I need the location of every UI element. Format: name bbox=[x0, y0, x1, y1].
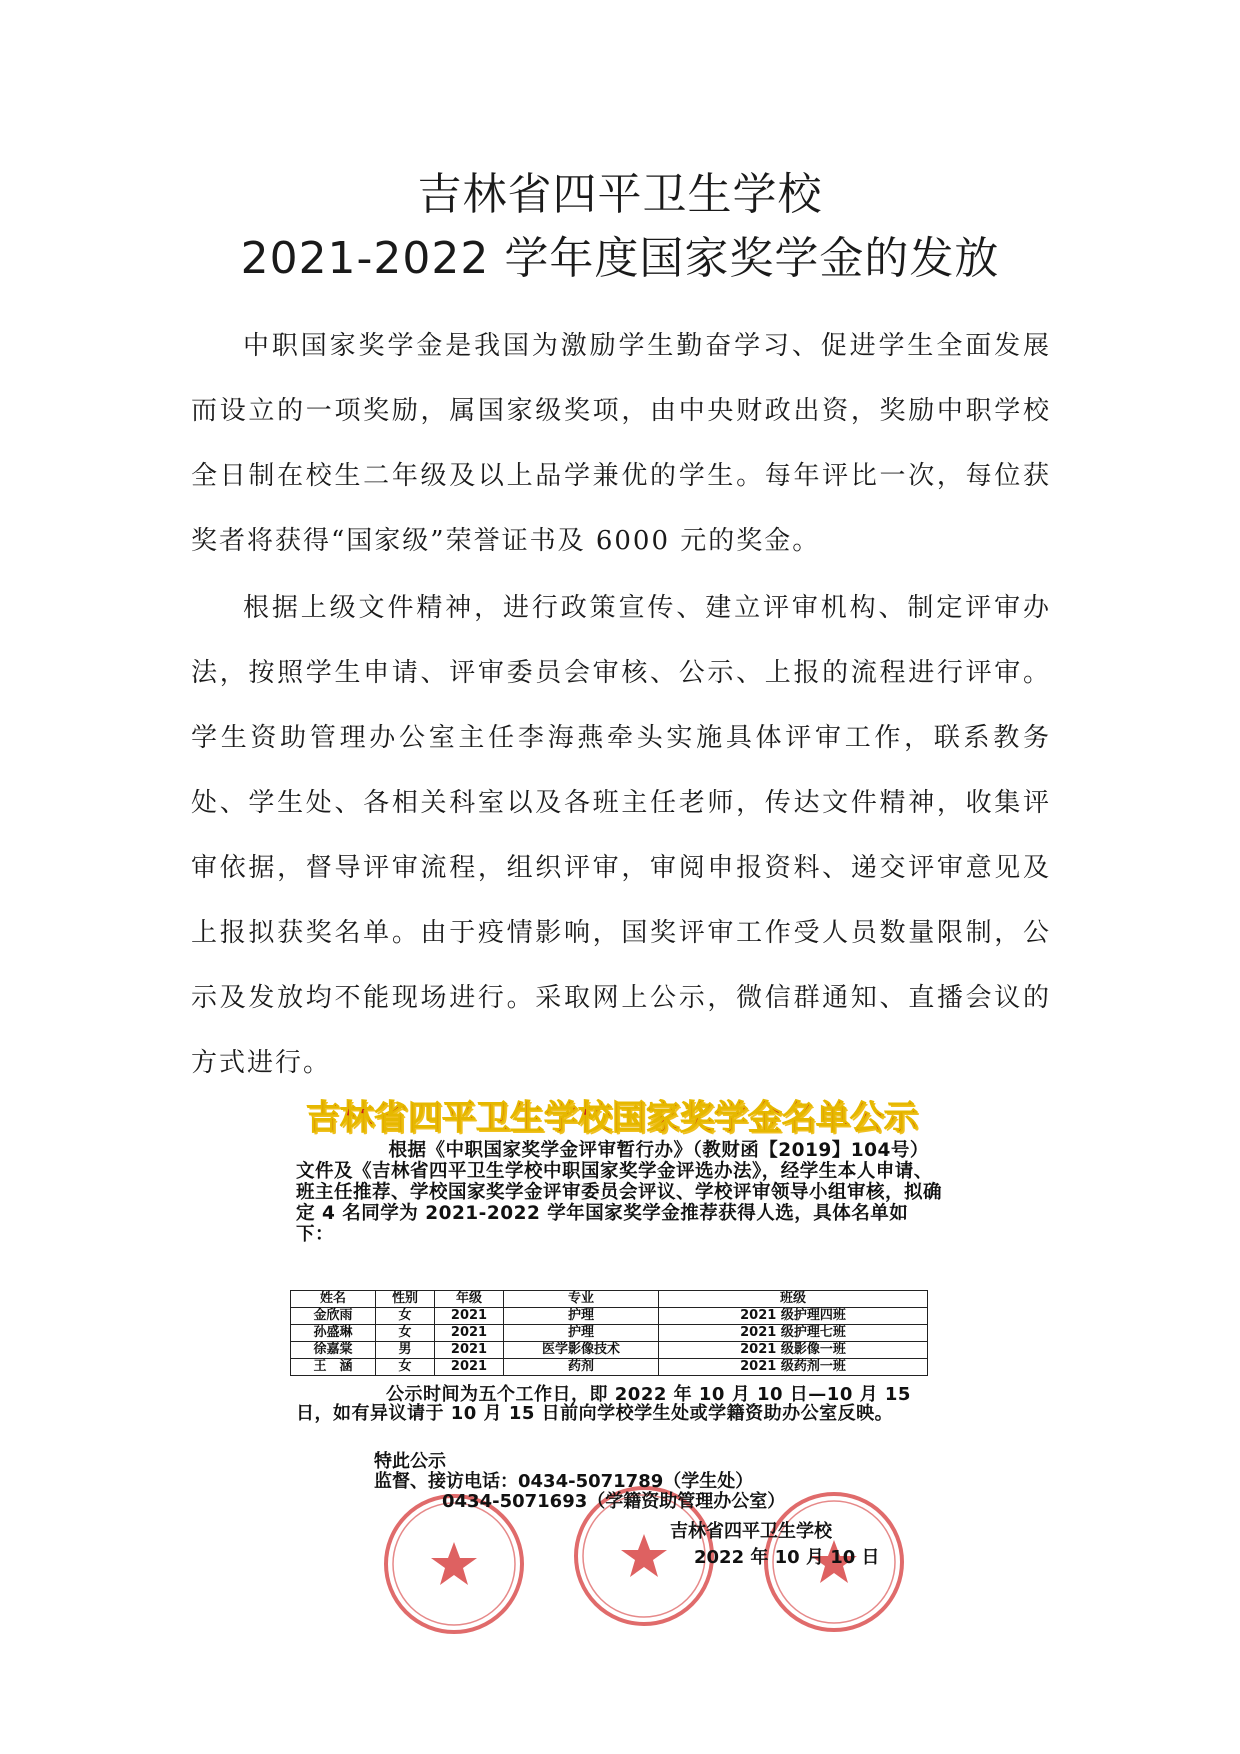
table-row bbox=[291, 1359, 928, 1376]
notice-title: 吉林省四平卫生学校国家奖学金名单公示 bbox=[306, 1098, 918, 1138]
cell-name: 金欣雨 bbox=[291, 1308, 376, 1325]
table-row bbox=[291, 1342, 928, 1359]
cell-class: 2021 级护理四班 bbox=[659, 1308, 928, 1325]
cell-class: 2021 级护理七班 bbox=[659, 1325, 928, 1342]
cell-major: 医学影像技术 bbox=[504, 1342, 659, 1359]
header-class: 班级 bbox=[659, 1291, 928, 1308]
paragraph-2-text: 根据上级文件精神，进行政策宣传、建立评审机构、制定评审办法，按照学生申请、评审委员会审核、公示、上报的流程进行评审。学生资助管理办公室主任李海燕牵头实施具体评审工作，联系教务处、学生处、各相关科室以及各班主任老师，传达文件精神，收集评审依据，督导评审流程，组织评审，审阅申报资料、递交评审意见及上报拟获奖名单。由于疫情影响，国奖评审工作受人员数量限制，公示及发放均不能现场进行。采取网上公示，微信群通知、直播会议的方式进行。 bbox=[191, 593, 1051, 1078]
notice-period: 公示时间为五个工作日，即 2022 年 10 月 10 日—10 月 15 日，如有异议请于 10 月 15 日前向学校学生处或学籍资助办公室反映。 bbox=[296, 1384, 911, 1424]
cell-grade: 2021 bbox=[435, 1308, 504, 1325]
cell-gender: 女 bbox=[376, 1308, 435, 1325]
table-header-row bbox=[291, 1291, 928, 1308]
scholarship-notice-image bbox=[262, 1090, 962, 1600]
cell-major: 药剂 bbox=[504, 1359, 659, 1376]
red-seal-student-office bbox=[380, 1490, 528, 1638]
header-gender: 性别 bbox=[376, 1291, 435, 1308]
document-title-line1: 吉林省四平卫生学校 bbox=[417, 169, 823, 220]
cell-grade: 2021 bbox=[435, 1342, 504, 1359]
cell-class: 2021 级影像一班 bbox=[659, 1342, 928, 1359]
paragraph-1-text: 中职国家奖学金是我国为激励学生勤奋学习、促进学生全面发展而设立的一项奖励，属国家级奖项，由中央财政出资，奖励中职学校全日制在校生二年级及以上品学兼优的学生。每年评比一次，每位获奖者将获得“国家级”荣誉证书及 6000 元的奖金。 bbox=[191, 331, 1051, 556]
paragraph-1 bbox=[191, 314, 1051, 574]
cell-name: 孙盛琳 bbox=[291, 1325, 376, 1342]
notice-special: 特此公示 bbox=[374, 1451, 446, 1472]
cell-major: 护理 bbox=[504, 1325, 659, 1342]
cell-gender: 女 bbox=[376, 1359, 435, 1376]
notice-date: 2022 年 10 月 10 日 bbox=[694, 1547, 880, 1568]
cell-major: 护理 bbox=[504, 1308, 659, 1325]
notice-phone-2: 0434-5071693（学籍资助管理办公室） bbox=[442, 1491, 786, 1512]
table-row bbox=[291, 1325, 928, 1342]
cell-grade: 2021 bbox=[435, 1359, 504, 1376]
notice-phone-1: 监督、接访电话：0434-5071789（学生处） bbox=[374, 1471, 754, 1492]
cell-gender: 男 bbox=[376, 1342, 435, 1359]
document-title-line2: 2021-2022 学年度国家奖学金的发放 bbox=[240, 233, 1000, 284]
cell-name: 王 涵 bbox=[291, 1359, 376, 1376]
cell-grade: 2021 bbox=[435, 1325, 504, 1342]
paragraph-2 bbox=[191, 576, 1051, 1096]
header-grade: 年级 bbox=[435, 1291, 504, 1308]
header-major: 专业 bbox=[504, 1291, 659, 1308]
cell-class: 2021 级药剂一班 bbox=[659, 1359, 928, 1376]
notice-intro: 根据《中职国家奖学金评审暂行办》（教财函【2019】104号）文件及《吉林省四平卫生学校中职国家奖学金评选办法》，经学生本人申请、班主任推荐、学校国家奖学金评审委员会评议、学校评审领导小组审核，拟确定 4 名同学为 2021-2022 学年国家奖学金推荐获得人选，具体名单如下： bbox=[296, 1140, 943, 1245]
table-row bbox=[291, 1308, 928, 1325]
header-name: 姓名 bbox=[291, 1291, 376, 1308]
recipients-table bbox=[290, 1290, 928, 1376]
cell-gender: 女 bbox=[376, 1325, 435, 1342]
notice-signature-school: 吉林省四平卫生学校 bbox=[670, 1521, 832, 1542]
cell-name: 徐嘉棠 bbox=[291, 1342, 376, 1359]
